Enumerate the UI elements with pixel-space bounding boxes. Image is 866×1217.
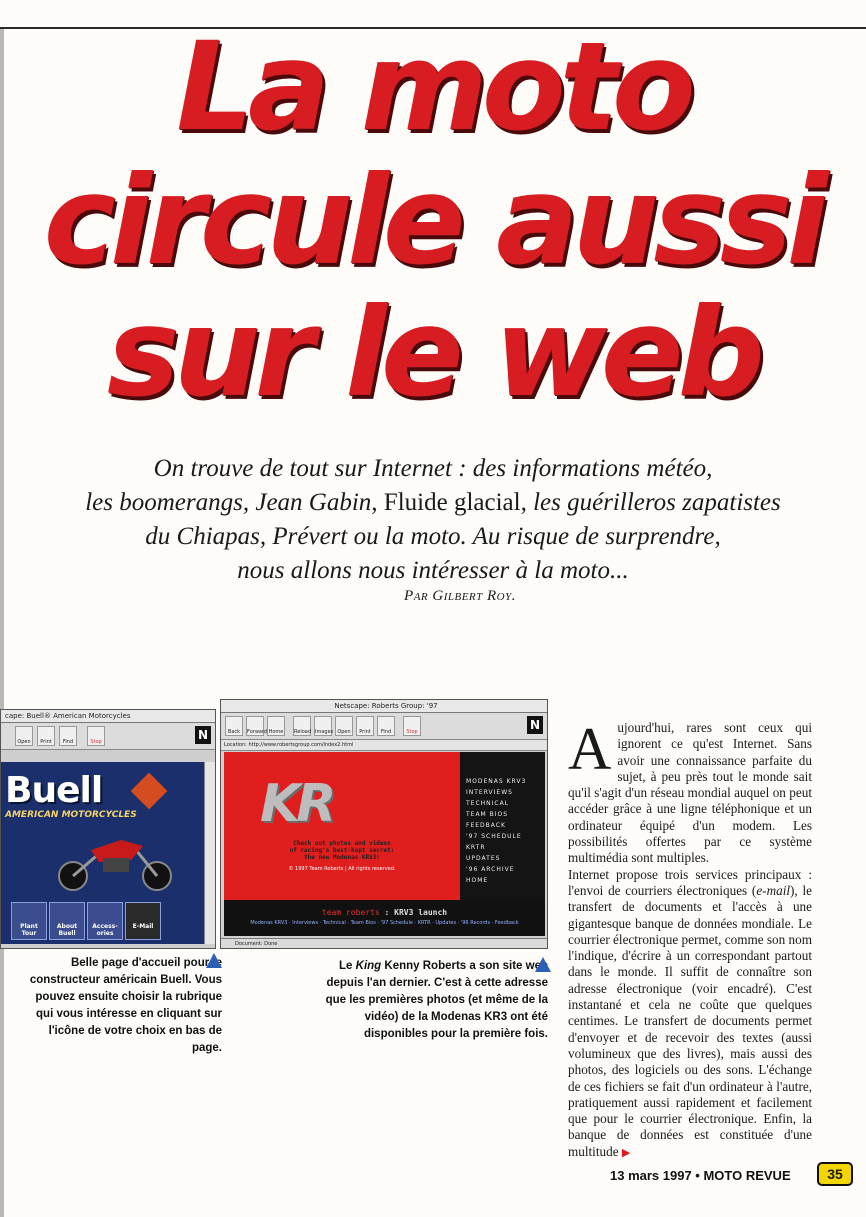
- kr-logo: KR: [260, 774, 333, 834]
- caption-roberts: [320, 958, 548, 1043]
- headline-line-2: circule aussi: [43, 150, 823, 292]
- promo-text: [224, 840, 460, 861]
- footer-date-magazine: 13 mars 1997 • MOTO REVUE: [610, 1168, 791, 1183]
- netscape-logo-icon: N: [527, 716, 543, 734]
- nav-item[interactable]: TEAM BIOS: [466, 811, 509, 818]
- caption-buell: [20, 955, 222, 1057]
- headline-line-3: sur le web: [107, 282, 759, 424]
- triangle-marker-icon: [206, 953, 222, 968]
- netscape-logo-icon: N: [195, 726, 211, 744]
- article-paragraph-2b: ), le transfert de documents et l'accès à une gigantesque banque de données mondiale. Le courrier électronique permet, comme son nom l'indique, d'écrire à un correspondant partout dans le monde. Il suffit de connaître son adresse électronique (voir encadré). C'est instantané et cela ne coûte que quelques centimes. Le transfert de documents permet d'envoyer et de recevoir des textes (aussi volumineux que des livres), mais aussi des photos, des logiciels ou des sons. L'échange de ces fichiers se fait d'un ordinateur à l'autre, pratiquement aussi rapidement et facilement que pour le courrier électronique. Enfin, la banque de données est constituée d'une multitude: [568, 882, 812, 1159]
- roberts-screenshot: [220, 699, 548, 949]
- promo-line-3[interactable]: the new Modenas KRV3!: [304, 854, 380, 861]
- caption-roberts-part1: Le: [339, 960, 356, 972]
- copyright: © 1997 Team Roberts | All rights reserved.: [288, 866, 396, 872]
- kr-launch-title: : KRV3 launch: [384, 908, 448, 917]
- drop-cap: A: [568, 716, 612, 782]
- location-label: Location:: [224, 742, 247, 748]
- buell-homepage: [1, 762, 207, 944]
- buell-logo: Buell: [5, 770, 103, 811]
- plant-tour-button[interactable]: Plant Tour: [11, 902, 47, 940]
- triangle-marker-icon: [535, 957, 551, 972]
- nav-item[interactable]: '96 ARCHIVE: [466, 866, 515, 873]
- print-button[interactable]: Print: [37, 726, 55, 746]
- nav-item[interactable]: KRTR: [466, 844, 486, 851]
- kr-homepage: [224, 752, 460, 900]
- email-button[interactable]: E-Mail: [125, 902, 161, 940]
- images-button[interactable]: Images: [314, 716, 332, 736]
- article-paragraph-1: ujourd'hui, rares sont ceux qui ignorent ce qu'est Internet. Sans avoir une connaissance parfaite du sujet, à peu près tout le monde sait qu'il s'agit d'un réseau mondial auquel on peut accéder grâce à une ligne téléphonique et un ordinateur équipé d'un modem. Les possibilités offertes par ce système multimédia sont multiples.: [568, 720, 812, 866]
- kr-footer-title: [224, 900, 545, 917]
- intro-line-3: du Chiapas, Prévert ou la moto. Au risque de surprendre,: [145, 523, 721, 550]
- nav-item[interactable]: TECHNICAL: [466, 800, 510, 807]
- find-button[interactable]: Find: [377, 716, 395, 736]
- open-button[interactable]: Open: [15, 726, 33, 746]
- accessories-button[interactable]: Access-ories: [87, 902, 123, 940]
- article-paragraph-2a: Internet propose trois services principaux : l'envoi de courriers électroniques (: [568, 866, 812, 898]
- nav-item[interactable]: '97 SCHEDULE: [466, 833, 522, 840]
- caption-buell-text: Belle page d'accueil pour le constructeur américain Buell. Vous pouvez ensuite choisir la rubrique qui vous intéresse en cliquant sur l'icône de votre choix en bas de page.: [29, 957, 222, 1054]
- find-button[interactable]: Find: [59, 726, 77, 746]
- stop-button[interactable]: Stop: [87, 726, 105, 746]
- buell-screenshot: [0, 709, 216, 949]
- stop-button[interactable]: Stop: [403, 716, 421, 736]
- motorcycle-icon: [51, 832, 181, 892]
- kr-brand: team roberts: [321, 908, 380, 917]
- nav-item[interactable]: FEEDBACK: [466, 822, 506, 829]
- promo-line-1: Check out photos and videos: [293, 840, 391, 847]
- nav-item[interactable]: INTERVIEWS: [466, 789, 513, 796]
- print-button[interactable]: Print: [356, 716, 374, 736]
- location-bar[interactable]: [221, 740, 547, 751]
- intro-paragraph: [70, 452, 796, 588]
- intro-line-1: On trouve de tout sur Internet : des informations météo,: [153, 455, 713, 482]
- status-bar: Document: Done: [221, 938, 547, 948]
- kr-nav-menu: [460, 752, 545, 900]
- about-buell-button[interactable]: About Buell: [49, 902, 85, 940]
- continue-marker-icon: ▶: [621, 1146, 631, 1159]
- byline: Par Gilbert Roy.: [404, 588, 516, 604]
- browser-toolbar: [1, 723, 215, 750]
- browser-toolbar: [221, 713, 547, 740]
- intro-line-2c: , les guérilleros zapatistes: [520, 489, 781, 516]
- nav-item[interactable]: UPDATES: [466, 855, 501, 862]
- kr-footer-bar: [224, 900, 545, 936]
- page-number: 35: [817, 1162, 853, 1186]
- intro-line-2a: les boomerangs, Jean Gabin,: [85, 489, 384, 516]
- intro-line-4: nous allons nous intéresser à la moto...: [237, 557, 629, 584]
- window-title: cape: Buell® American Motorcycles: [1, 710, 215, 723]
- buell-subtitle: AMERICAN MOTORCYCLES: [5, 810, 137, 820]
- promo-line-2: of racing's best-kept secret:: [289, 847, 395, 854]
- open-button[interactable]: Open: [335, 716, 353, 736]
- nav-item[interactable]: MODENAS KRV3: [466, 778, 527, 785]
- caption-roberts-part2: Kenny Roberts a son site web depuis l'an dernier. C'est à cette adresse que les premières photos (et même de la vidéo) de la Modenas KR3 ont été disponibles pour la première fois.: [325, 960, 548, 1040]
- article-body: [568, 716, 812, 1161]
- kr-footer-links[interactable]: Modenas KRV3 · Interviews · Technical · Team Bios · '97 Schedule · KRTR · Updates · '96 Records · Feedback: [250, 920, 519, 926]
- forward-button[interactable]: Forward: [246, 716, 264, 736]
- nav-item[interactable]: HOME: [466, 877, 489, 884]
- scrollbar[interactable]: [204, 762, 215, 944]
- home-button[interactable]: Home: [267, 716, 285, 736]
- location-url[interactable]: http://www.robertsgroup.com/index2.html: [248, 742, 354, 748]
- intro-line-2b: Fluide glacial: [383, 489, 521, 516]
- email-term: e-mail: [756, 882, 791, 898]
- headline-line-1: La moto: [176, 16, 690, 158]
- arrows-icon: [131, 773, 168, 810]
- caption-roberts-italic: King: [355, 960, 382, 972]
- back-button[interactable]: Back: [225, 716, 243, 736]
- reload-button[interactable]: Reload: [293, 716, 311, 736]
- window-title: Netscape: Roberts Group: '97: [221, 700, 547, 713]
